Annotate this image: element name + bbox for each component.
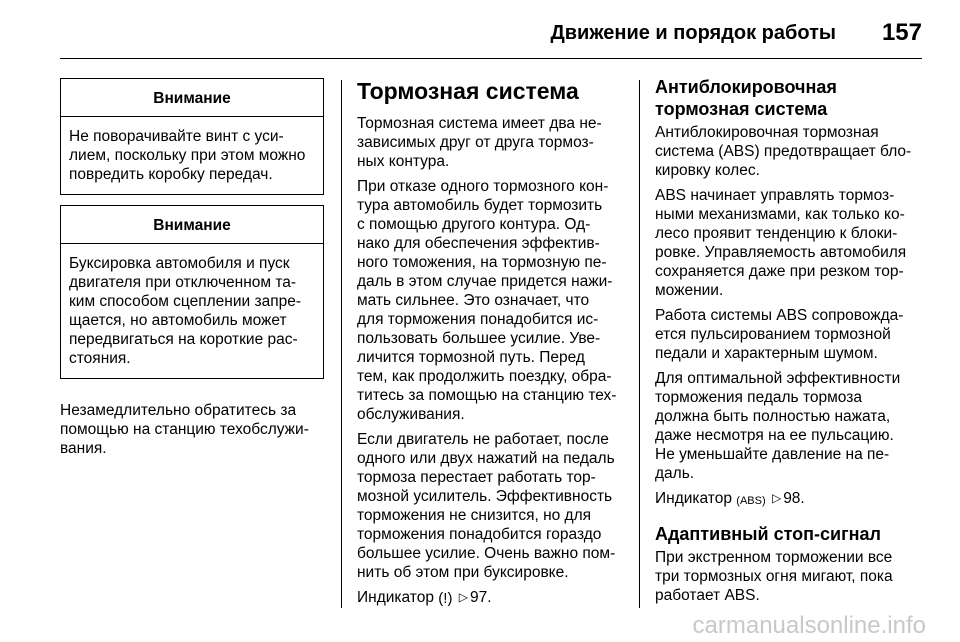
text-line: При экстренном торможении все [655, 549, 893, 566]
watermark: carmanualsonline.info [692, 612, 926, 639]
text-line: торможения понадобится гораздо [357, 526, 602, 543]
text-line: мозной усилитель. Эффективность [357, 488, 613, 505]
warning-box-1 [60, 78, 324, 195]
column-1 [60, 78, 324, 458]
text-line: кировку колес. [655, 162, 760, 179]
warning-body-1 [61, 117, 323, 194]
paragraph [655, 306, 921, 363]
text-line: одного или двух нажатий на педаль [357, 450, 615, 467]
text-line: Если двигатель не работает, после [357, 431, 609, 448]
text-line: Тормозная система имеет два не- [357, 115, 602, 132]
header-title: Движение и порядок работы [550, 21, 836, 44]
section-heading-adaptive-brake-light: Адаптивный стоп-сигнал [655, 524, 881, 544]
column-3 [655, 66, 921, 611]
indicator-reference-brake [357, 588, 625, 608]
text-line: титесь за помощью на станцию тех- [357, 387, 617, 404]
text-line: ными механизмами, как только ко- [655, 206, 905, 223]
text-line: лием, поскольку при этом можно [69, 147, 306, 164]
text-line: двигателя при отключенном та- [69, 274, 297, 291]
page-number: 157 [881, 19, 922, 46]
text-line: обслуживания. [357, 406, 465, 423]
warning-title-2: Внимание [61, 206, 323, 244]
page-header [0, 16, 922, 50]
paragraph [357, 430, 625, 582]
paragraph [357, 114, 625, 171]
section-heading-brakes: Тормозная система [357, 78, 579, 104]
paragraph [357, 177, 625, 424]
page-ref-arrow-icon: ▷ [771, 491, 782, 505]
text-line: тем, как продолжить поездку, обра- [357, 368, 612, 385]
indicator-page-ref[interactable]: 97. [470, 589, 492, 606]
text-line: передвигаться на короткие рас- [69, 331, 298, 348]
text-line: Незамедлительно обратитесь за [60, 402, 297, 419]
text-line: нить об этом при буксировке. [357, 564, 569, 581]
text-line: ется пульсированием тормозной [655, 326, 891, 343]
warning-body-2 [61, 244, 323, 378]
text-line: даже несмотря на ее пульсацию. [655, 427, 894, 444]
abs-warning-icon: (ABS) [736, 495, 766, 507]
text-line: вания. [60, 440, 107, 457]
text-line: ровке. Управляемость автомобиля [655, 244, 907, 261]
text-line: для торможения понадобится ис- [357, 311, 599, 328]
text-line: Работа системы ABS сопровожда- [655, 307, 904, 324]
text-line: пользовать большее усилие. Уве- [357, 330, 601, 347]
text-line: Для оптимальной эффективности [655, 370, 901, 387]
brake-warning-icon: (!) [438, 590, 453, 607]
text-line: лесо проявит тенденцию к блоки- [655, 225, 898, 242]
text-line: можении. [655, 282, 724, 299]
warning-box-2 [60, 205, 324, 379]
heading-line: тормозная система [655, 99, 828, 119]
heading-line: Антиблокировочная [655, 77, 837, 97]
paragraph [655, 123, 921, 180]
text-line: большее усилие. Очень важно пом- [357, 545, 616, 562]
text-line: Буксировка автомобиля и пуск [69, 255, 290, 272]
warning-title-1: Внимание [61, 79, 323, 117]
column-divider-2 [639, 80, 640, 608]
paragraph [655, 369, 921, 483]
text-line: зависимых друг от друга тормоз- [357, 134, 594, 151]
column-2 [357, 66, 625, 614]
text-line: ного томожения, на тормозную пе- [357, 254, 607, 271]
section-heading-abs [655, 76, 921, 120]
paragraph [655, 186, 921, 300]
text-line: торможения педаль тормоза [655, 389, 862, 406]
text-line: личится тормозной путь. Перед [357, 349, 585, 366]
text-line: стояния. [69, 350, 131, 367]
text-line: должна быть полностью нажата, [655, 408, 891, 425]
text-line: работает ABS. [655, 587, 760, 604]
text-line: мать сильнее. Это означает, что [357, 292, 590, 309]
text-line: тура автомобиль будет тормозить [357, 197, 603, 214]
text-line: с помощью другого контура. Од- [357, 216, 591, 233]
text-line: При отказе одного тормозного кон- [357, 178, 609, 195]
service-note [60, 401, 324, 458]
text-line: повредить коробку передач. [69, 166, 273, 183]
indicator-label: Индикатор [655, 490, 732, 507]
text-line: ных контура. [357, 153, 450, 170]
text-line: сохраняется даже при резком тор- [655, 263, 904, 280]
text-line: помощью на станцию техобслужи- [60, 421, 309, 438]
text-line: щается, но автомобиль может [69, 312, 287, 329]
text-line: тормоза перестает работать тор- [357, 469, 596, 486]
paragraph [655, 548, 921, 605]
indicator-reference-abs [655, 489, 921, 511]
text-line: три тормозных огня мигают, пока [655, 568, 893, 585]
text-line: ким способом сцеплении запре- [69, 293, 302, 310]
text-line: даль. [655, 465, 695, 482]
indicator-page-ref[interactable]: 98. [783, 490, 805, 507]
text-line: Не поворачивайте винт с уси- [69, 128, 284, 145]
text-line: система (ABS) предотвращает бло- [655, 143, 912, 160]
column-divider-1 [341, 80, 342, 608]
text-line: педали и характерным шумом. [655, 345, 878, 362]
indicator-label: Индикатор [357, 589, 434, 606]
text-line: Не уменьшайте давление на пе- [655, 446, 890, 463]
text-line: нако для обеспечения эффектив- [357, 235, 600, 252]
text-line: торможения не снизится, но для [357, 507, 592, 524]
header-rule [60, 58, 922, 59]
page-ref-arrow-icon: ▷ [458, 590, 469, 604]
text-line: даль в этом случае придется нажи- [357, 273, 613, 290]
text-line: Антиблокировочная тормозная [655, 124, 879, 141]
text-line: ABS начинает управлять тормоз- [655, 187, 895, 204]
